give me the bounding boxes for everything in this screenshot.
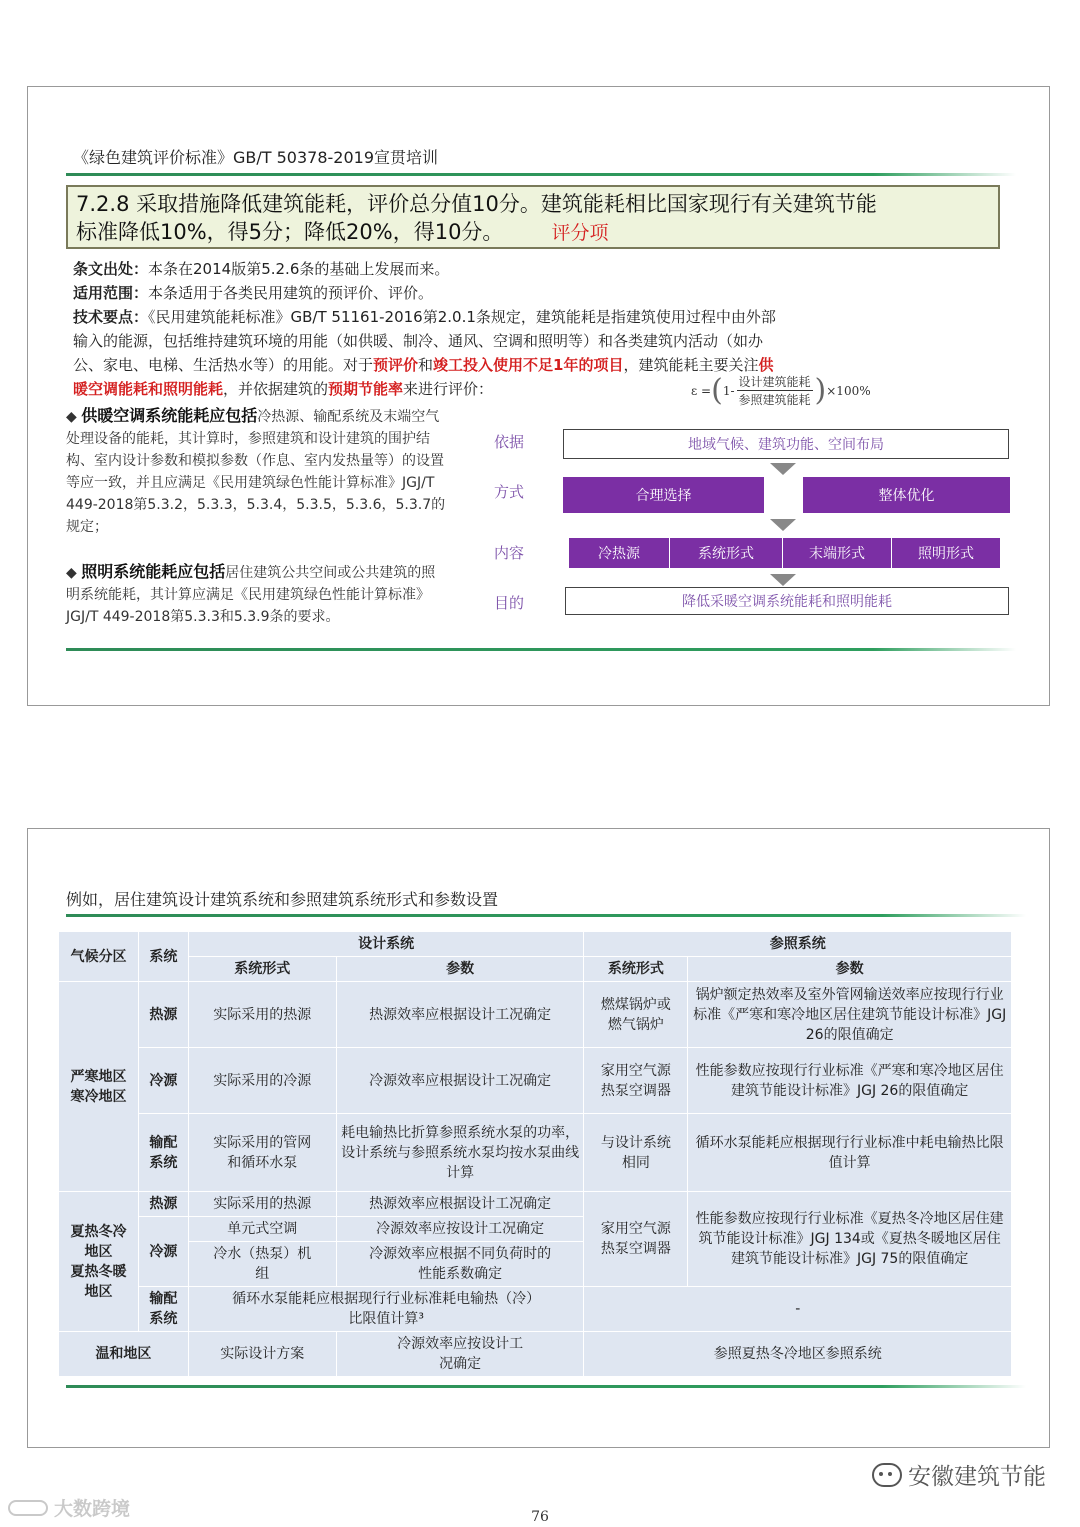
table-subheader-row [59,957,1012,982]
ref-param-cell: 循环水泵能耗应根据现行行业标准中耗电输热比限值计算 [688,1114,1012,1192]
ref-merged-cell: 参照夏热冬冷地区参照系统 [584,1332,1012,1377]
diamond-bullet-icon: ◆ [66,565,82,581]
ref-param-cell: 锅炉额定热效率及室外管网输送效率应按现行行业标准《严寒和寒冷地区居住建筑节能设计标准》JGJ 26的限值确定 [688,982,1012,1048]
clause-title-box [66,185,1000,249]
design-form-cell: 实际采用的热源 [188,982,336,1048]
bullet-text: 冷热源、输配系统及末端空气处理设备的能耗，其计算时，参照建筑和设计建筑的围护结构、室内设计参数和模拟参数（作息、室内发热量等）的设置等应一致，并且应满足《民用建筑绿色性能计算标准》JGJ/T 449-2018第5.3.2，5.3.3，5.3.4，5.3.5，5.3.6，5.3.7的规定； [66,409,446,535]
design-param-cell: 冷源效率应根据设计工况确定 [336,1048,584,1114]
header-system: 系统 [138,932,188,982]
ref-form-cell: 燃煤锅炉或 燃气锅炉 [584,982,688,1048]
tech-text: ，建筑能耗主要关注 [623,356,759,374]
bullet-hvac [66,405,446,538]
flow-method-select: 合理选择 [563,477,764,513]
flow-label-content: 内容 [494,544,525,562]
highlight-text: 竣工投入使用不足1年的项目 [433,356,624,374]
footer-rule [66,1385,1026,1388]
slide-system-settings [27,828,1050,1448]
ref-merged-cell: - [584,1287,1012,1332]
zone-cell: 严寒地区 寒冷地区 [59,982,139,1192]
bullet-title: 供暖空调系统能耗应包括 [81,406,258,425]
formula-suffix: ×100% [826,383,871,398]
system-cell: 输配 系统 [138,1287,188,1332]
brand-name: 安徽建筑节能 [908,1464,1046,1490]
design-param-cell: 冷源效率应按设计工况确定 [336,1217,584,1242]
source-label: 条文出处： [73,260,149,278]
page-number: 76 [531,1509,549,1525]
formula-lhs: ε = [691,383,712,398]
header-ref-form: 系统形式 [584,957,688,982]
header-reference: 参照系统 [584,932,1012,957]
design-form-cell: 实际采用的热源 [188,1192,336,1217]
wechat-account-logo [872,1458,1046,1491]
source-text: 本条在2014版第5.2.6条的基础上发展而来。 [148,260,450,278]
tech-text: ，并依据建筑的 [223,380,329,398]
ref-param-cell: 性能参数应按现行行业标准《夏热冬冷地区居住建筑节能设计标准》JGJ 134或《夏热冬暖地区居住建筑节能设计标准》JGJ 75的限值确定 [688,1192,1012,1287]
design-form-cell: 冷水（热泵）机 组 [188,1242,336,1287]
highlight-text: 供 [758,356,774,374]
tech-text: 来进行评价： [403,380,494,398]
design-param-cell: 热源效率应根据设计工况确定 [336,1192,584,1217]
bullet-text: 居住建筑公共空间或公共建筑的照明系统能耗，其计算应满足《民用建筑绿色性能计算标准》JGJ/T 449-2018第5.3.3和5.3.9条的要求。 [66,565,436,625]
ref-form-cell: 家用空气源 热泵空调器 [584,1192,688,1287]
highlight-text: 暖空调能耗和照明能耗 [73,380,224,398]
energy-saving-formula [691,373,871,408]
table-row [59,1332,1012,1377]
tech-text: 《民用建筑能耗标准》GB/T 51161-2016第2.0.1条规定，建筑能耗是指建筑使用过程中由外部 [148,308,776,326]
flow-label-goal: 目的 [494,594,525,612]
table-row [59,1287,1012,1332]
flow-label-basis: 依据 [494,433,525,451]
tech-label: 技术要点： [73,308,149,326]
header-ref-param: 参数 [688,957,1012,982]
tech-line-4 [73,377,1033,401]
zone-cell: 温和地区 [59,1332,189,1377]
table-row [59,1192,1012,1217]
wechat-icon [872,1463,902,1487]
bullet-title: 照明系统能耗应包括 [81,562,226,581]
ref-param-cell: 性能参数应按现行行业标准《严寒和寒冷地区居住建筑节能设计标准》JGJ 26的限值确定 [688,1048,1012,1114]
design-form-cell: 单元式空调 [188,1217,336,1242]
design-form-cell: 实际采用的管网 和循环水泵 [188,1114,336,1192]
flow-content-item: 照明形式 [892,538,1000,568]
footer-rule [66,648,1016,651]
tech-line-2: 输入的能源，包括维持建筑环境的用能（如供暖、制冷、通风、空调和照明等）和各类建筑内活动（如办 [73,332,764,350]
formula-numerator: 设计建筑能耗 [738,375,811,389]
design-param-cell: 冷源效率应根据不同负荷时的 性能系数确定 [336,1242,584,1287]
header-design: 设计系统 [188,932,584,957]
watermark-text: 大数跨境 [54,1498,131,1520]
clause-title-text: 标准降低10%，得5分；降低20%，得10分。 [76,220,504,244]
formula-paren: ) [814,372,827,408]
system-cell: 热源 [138,982,188,1048]
design-param-cell: 冷源效率应按设计工 况确定 [336,1332,584,1377]
clause-body [73,257,1033,401]
flow-basis-box: 地域气候、建筑功能、空间布局 [563,429,1009,459]
header-rule [66,173,1016,176]
system-cell: 热源 [138,1192,188,1217]
flow-arrow-icon [770,463,796,475]
tech-text: 公、家电、电梯、生活热水等）的用能。对于 [73,356,374,374]
flow-content-item: 系统形式 [670,538,782,568]
flow-content-item: 冷热源 [569,538,669,568]
slide-header: 《绿色建筑评价标准》GB/T 50378-2019宣贯培训 [73,148,439,167]
header-rule [66,914,1026,917]
design-form-cell: 实际设计方案 [188,1332,336,1377]
clause-title-line1: 7.2.8 采取措施降低建筑能耗，评价总分值10分。建筑能耗相比国家现行有关建筑节能 [76,192,877,216]
ref-form-cell: 与设计系统 相同 [584,1114,688,1192]
formula-denominator: 参照建筑能耗 [738,393,811,407]
table-row [59,982,1012,1048]
ref-form-cell: 家用空气源 热泵空调器 [584,1048,688,1114]
clause-tag: 评分项 [551,222,609,244]
highlight-text: 预期节能率 [328,380,404,398]
table-row [59,1048,1012,1114]
scope-line [73,281,1033,305]
table-header-row [59,932,1012,957]
system-parameter-table [58,931,1012,1377]
diamond-bullet-icon: ◆ [66,409,82,425]
scope-label: 适用范围： [73,284,149,302]
header-design-form: 系统形式 [188,957,336,982]
design-param-cell: 热源效率应根据设计工况确定 [336,982,584,1048]
zone-cell: 夏热冬冷 地区 夏热冬暖 地区 [59,1192,139,1332]
slide-energy-consumption [27,86,1050,706]
system-cell: 输配 系统 [138,1114,188,1192]
flow-label-method: 方式 [494,483,525,501]
tech-text: 和 [418,356,434,374]
header-zone: 气候分区 [59,932,139,982]
scope-text: 本条适用于各类民用建筑的预评价、评价。 [148,284,434,302]
system-cell: 冷源 [138,1048,188,1114]
tech-line-3 [73,353,1033,377]
source-line [73,257,1033,281]
clause-title-line2 [76,218,990,247]
tech-line-1 [73,305,1033,329]
formula-fraction [737,373,813,408]
design-form-cell: 实际采用的冷源 [188,1048,336,1114]
design-merged-cell: 循环水泵能耗应根据现行行业标准耗电输热（冷） 比限值计算³ [188,1287,584,1332]
header-design-param: 参数 [336,957,584,982]
formula-one: 1- [722,383,735,398]
slide-header: 例如，居住建筑设计建筑系统和参照建筑系统形式和参数设置 [66,890,499,909]
bullet-lighting [66,561,446,628]
flow-arrow-icon [770,519,796,531]
flow-method-optimize: 整体优化 [803,477,1010,513]
system-cell: 冷源 [138,1217,188,1287]
formula-paren: ( [711,372,723,408]
flow-content-item: 末端形式 [783,538,891,568]
highlight-text: 预评价 [373,356,419,374]
table-row [59,1114,1012,1192]
flow-goal-box: 降低采暖空调系统能耗和照明能耗 [565,587,1009,615]
flow-arrow-icon [770,574,796,586]
design-param-cell: 耗电输热比折算参照系统水泵的功率，设计系统与参照系统水泵均按水泵曲线计算 [336,1114,584,1192]
